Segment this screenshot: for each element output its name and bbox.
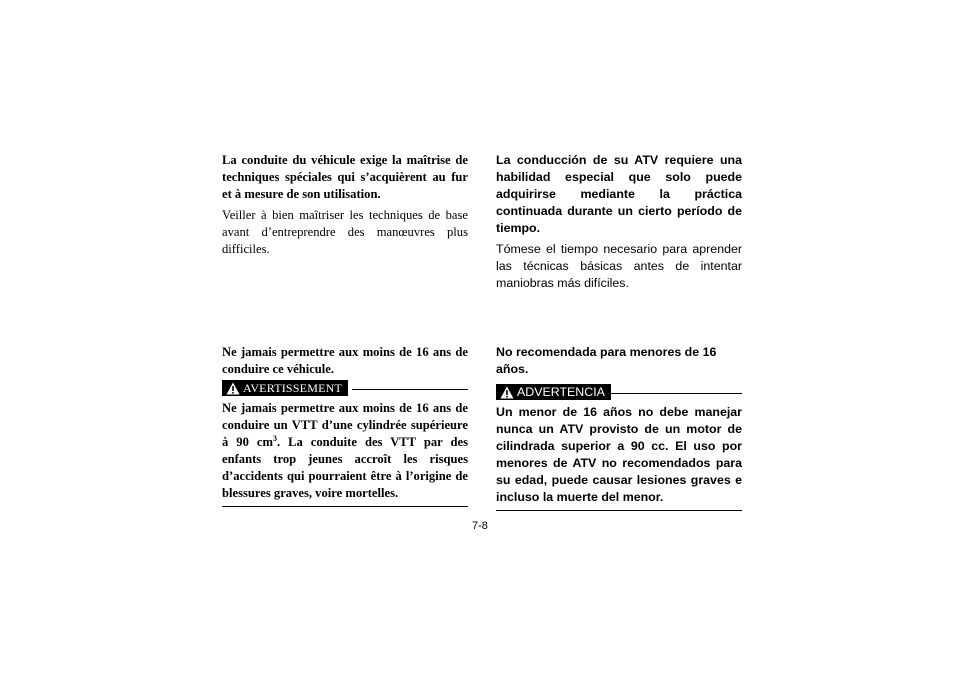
french-warning-label-text: AVERTISSEMENT [243, 380, 342, 395]
french-warning-rule [352, 389, 468, 390]
spanish-warning-text: Un menor de 16 años no debe manejar nunca un ATV provisto de un motor de cilindrada superior a 90 cc. El uso por menores de ATV no recomendados para su edad, puede causar lesiones graves e incluso la muerte del menor. [496, 405, 742, 504]
french-warning-section [222, 344, 468, 507]
french-age-heading: Ne jamais permettre aux moins de 16 ans de conduire ce véhicule. [222, 345, 468, 376]
page-number: 7-8 [472, 520, 488, 532]
french-warning-label [222, 380, 348, 396]
french-intro-text: Veiller à bien maîtriser les techniques de base avant d’entreprendre des manœuvres plus difficiles. [222, 208, 468, 256]
spanish-intro-text: Tómese el tiempo necesario para aprender las técnicas básicas antes de intentar maniobras más difíciles. [496, 242, 742, 290]
french-intro-section [222, 152, 468, 258]
spanish-intro-bold: La conducción de su ATV requiere una habilidad especial que solo puede adquirirse mediante la práctica continuada durante un cierto período de tiempo. [496, 153, 742, 235]
spanish-age-heading: No recomendada para menores de 16 años. [496, 345, 717, 376]
french-warning-text [222, 400, 468, 502]
warning-triangle-icon [500, 386, 514, 399]
french-intro-bold: La conduite du véhicule exige la maîtrise de techniques spéciales qui s’acquièrent au fur et à mesure de son utilisation. [222, 153, 468, 201]
spanish-warning-section [496, 344, 742, 511]
french-warning-end-rule [222, 506, 468, 507]
french-warning-header [222, 380, 468, 398]
spanish-warning-label-text: ADVERTENCIA [517, 384, 605, 399]
spanish-warning-header [496, 384, 742, 402]
french-warning-superscript: 3 [272, 433, 277, 443]
spanish-intro-section [496, 152, 742, 292]
spanish-warning-label [496, 384, 611, 400]
french-warning-text-part2: . La conduite des VTT par des enfants trop jeunes accroît les risques d’accidents qui pourraient être à l’origine de blessures graves, voire mortelles. [222, 435, 468, 500]
warning-triangle-icon [226, 382, 240, 395]
spanish-warning-end-rule [496, 510, 742, 511]
french-warning-text-part1: Ne jamais permettre aux moins de 16 ans de conduire un VTT d’une cylindrée supérieure à 90 cm [222, 401, 468, 449]
spanish-warning-rule [608, 393, 742, 394]
